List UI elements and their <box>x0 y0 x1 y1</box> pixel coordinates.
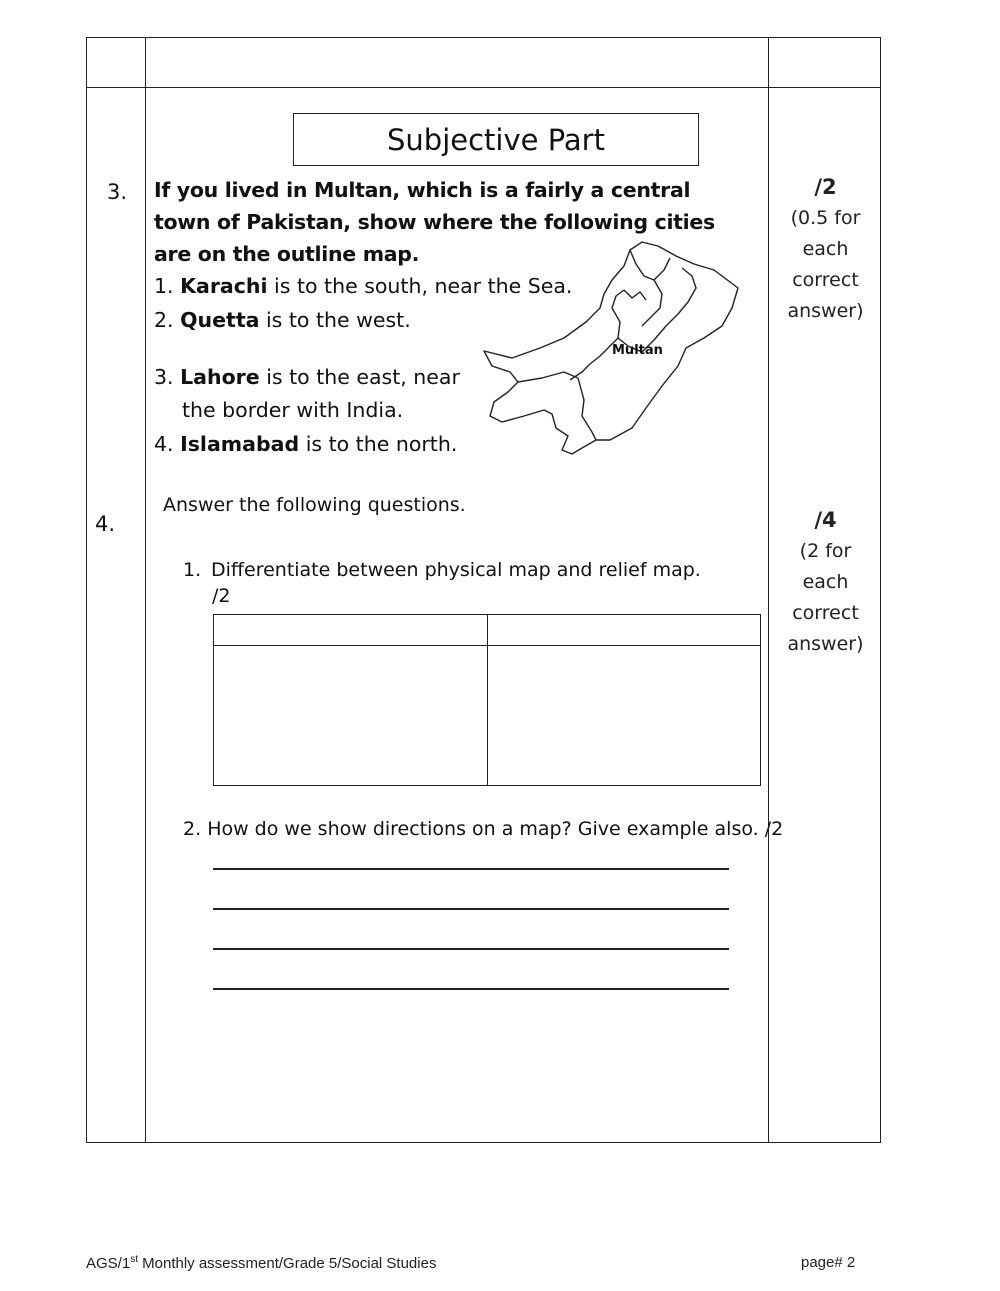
sub-question-text: How do we show directions on a map? Give example also. /2 <box>207 818 784 840</box>
footer-title: Monthly assessment/Grade 5/Social Studies <box>137 1255 437 1272</box>
question-4-heading: Answer the following questions. <box>163 494 466 516</box>
city-name: Islamabad <box>180 432 300 456</box>
answer-table <box>213 614 761 786</box>
marks-note-line: correct <box>792 602 859 624</box>
sub-question-text: Differentiate between physical map and relief map. <box>211 559 701 581</box>
column-divider-right <box>768 37 769 1143</box>
column-divider-left <box>145 37 146 1143</box>
map-border-line <box>630 250 670 280</box>
question-4-marks <box>770 505 881 660</box>
map-border-line <box>578 378 596 440</box>
city-item-lahore <box>154 361 460 393</box>
item-number: 1. <box>154 274 174 298</box>
footer-document-info <box>86 1254 436 1272</box>
sub-question-1 <box>183 556 701 585</box>
city-name: Lahore <box>180 365 260 389</box>
marks-note-line: answer) <box>787 633 864 655</box>
sub-question-number: 1. <box>183 559 202 581</box>
section-title: Subjective Part <box>293 113 699 166</box>
item-description: is to the west. <box>259 308 411 332</box>
sub-question-number: 2. <box>183 818 202 840</box>
pakistan-outline-map <box>482 236 744 458</box>
marks-total: /2 <box>814 175 837 199</box>
city-item-quetta <box>154 304 411 336</box>
header-row-divider <box>86 87 881 88</box>
answer-line[interactable] <box>213 988 729 990</box>
item-number: 3. <box>154 365 174 389</box>
answer-line[interactable] <box>213 868 729 870</box>
sub-question-1-marks: /2 <box>212 585 231 607</box>
item-number: 2. <box>154 308 174 332</box>
city-item-lahore-continued: the border with India. <box>182 398 404 422</box>
marks-note-line: answer) <box>787 300 864 322</box>
answer-table-column-divider <box>487 615 488 785</box>
map-border-line <box>570 290 624 380</box>
marks-note-line: (2 for <box>799 540 852 562</box>
sub-question-2 <box>183 818 783 840</box>
city-name: Quetta <box>180 308 260 332</box>
answer-line[interactable] <box>213 908 729 910</box>
map-border-line <box>518 372 578 382</box>
item-description: is to the north. <box>299 432 458 456</box>
answer-line[interactable] <box>213 948 729 950</box>
question-4-number: 4. <box>95 512 116 536</box>
map-border-line <box>624 290 646 300</box>
item-description: is to the east, near <box>259 365 460 389</box>
map-border-line <box>618 268 696 352</box>
marks-total: /4 <box>814 508 837 532</box>
footer-page-number: page# 2 <box>801 1254 856 1271</box>
question-3-number: 3. <box>107 180 128 204</box>
footer-superscript: st <box>130 1254 138 1265</box>
question-3-marks <box>770 172 881 327</box>
marks-note-line: each <box>802 571 849 593</box>
map-border-line <box>642 280 662 326</box>
marks-note-line: each <box>802 238 849 260</box>
map-outline-country <box>484 242 738 454</box>
question-3-text: If you lived in Multan, which is a fairly a central town of Pakistan, show where the following cities are on the outline map. <box>154 178 715 266</box>
marks-note-line: correct <box>792 269 859 291</box>
marks-note-line: (0.5 for <box>790 207 861 229</box>
footer-prefix: AGS/1 <box>86 1255 131 1272</box>
item-description: is to the south, near the Sea. <box>267 274 573 298</box>
map-label-multan: Multan <box>612 343 663 358</box>
item-number: 4. <box>154 432 174 456</box>
city-name: Karachi <box>180 274 268 298</box>
city-item-islamabad <box>154 428 457 460</box>
